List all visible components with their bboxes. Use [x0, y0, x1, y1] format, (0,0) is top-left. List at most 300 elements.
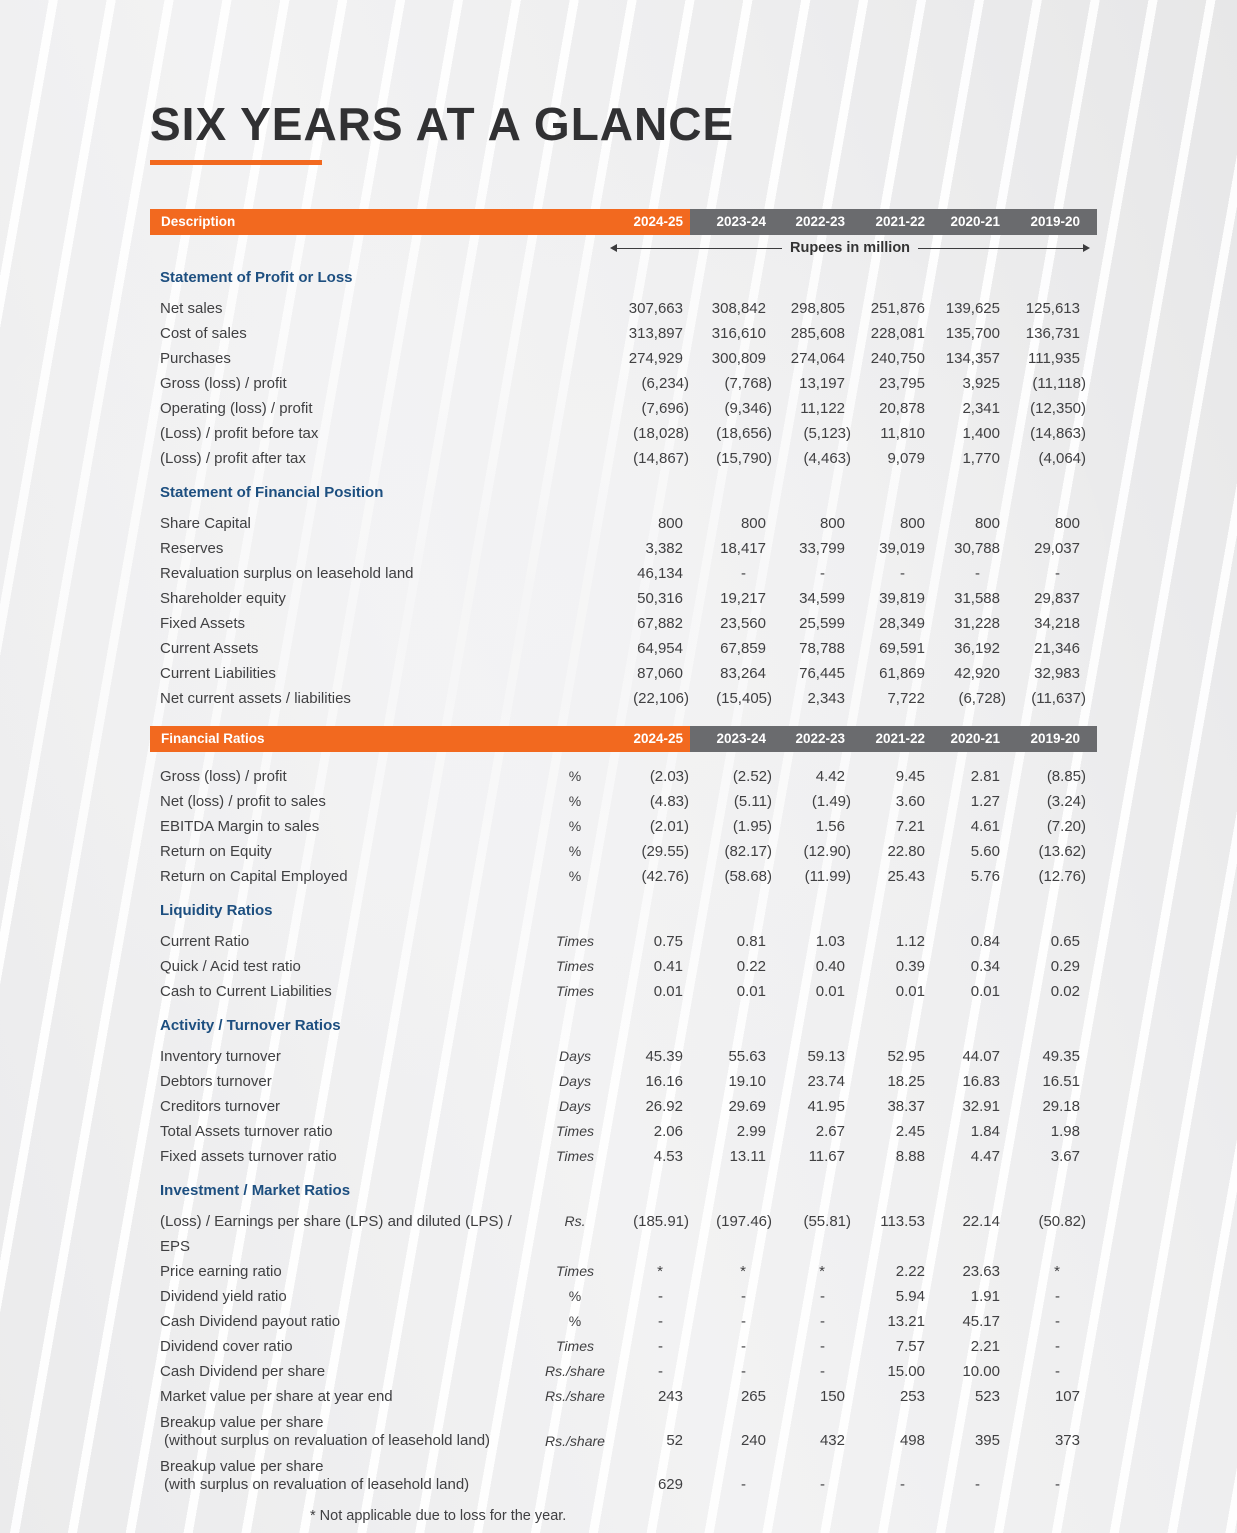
- row-unit: [540, 686, 610, 711]
- table-row: [150, 1409, 1097, 1453]
- row-label: Total Assets turnover ratio: [160, 1123, 333, 1141]
- year-header: 2023-24: [716, 731, 766, 747]
- year-header: 2019-20: [1030, 214, 1080, 230]
- row-label: (Loss) / Earnings per share (LPS) and diluted (LPS) / EPS: [160, 1213, 512, 1256]
- cell-value: -: [741, 1288, 746, 1306]
- cell-value: 67,859: [720, 640, 766, 658]
- cell-value: (5.11): [733, 793, 772, 811]
- row-unit: [540, 446, 610, 471]
- units-arrow: [610, 240, 1090, 256]
- table-row: [150, 511, 1097, 536]
- cell-value: -: [1055, 1313, 1060, 1331]
- cell-value: -: [1055, 1363, 1060, 1381]
- cell-value: 23.74: [807, 1073, 845, 1091]
- year-header: 2022-23: [795, 214, 845, 230]
- cell-value: 7.57: [895, 1338, 925, 1356]
- cell-value: 25,599: [799, 615, 845, 633]
- table-row: [150, 1259, 1097, 1284]
- cell-value: 29,037: [1034, 540, 1080, 558]
- cell-value: 0.01: [895, 983, 925, 1001]
- row-label: Return on Equity: [160, 843, 272, 861]
- cell-value: 55.63: [728, 1048, 766, 1066]
- cell-value: (12.76): [1038, 868, 1086, 886]
- row-unit: Times: [556, 958, 594, 975]
- cell-value: -: [658, 1338, 663, 1356]
- row-unit: Rs./share: [545, 1363, 605, 1380]
- cell-value: 23,795: [879, 375, 925, 393]
- cell-value: (4,064): [1038, 450, 1086, 468]
- cell-value: 38.37: [887, 1098, 925, 1116]
- cell-value: 30,788: [954, 540, 1000, 558]
- cell-value: 42,920: [954, 665, 1000, 683]
- ratios-header-bar: [150, 726, 1097, 752]
- row-label: [150, 1458, 540, 1494]
- cell-value: 0.41: [653, 958, 683, 976]
- table-row: [150, 1044, 1097, 1069]
- cell-value: 800: [1054, 515, 1080, 533]
- row-unit: [540, 511, 610, 536]
- table-row: [150, 686, 1097, 711]
- row-unit: [540, 346, 610, 371]
- row-label: Shareholder equity: [160, 590, 286, 608]
- cell-value: 0.02: [1050, 983, 1080, 1001]
- cell-value: 3,925: [962, 375, 1000, 393]
- cell-value: 313,897: [628, 325, 683, 343]
- cell-value: (8.85): [1046, 768, 1086, 786]
- row-label: Inventory turnover: [160, 1048, 281, 1066]
- row-unit: Times: [556, 1148, 594, 1165]
- cell-value: 274,929: [628, 350, 683, 368]
- cell-value: 25.43: [887, 868, 925, 886]
- cell-value: -: [658, 1363, 663, 1381]
- cell-value: 285,608: [790, 325, 845, 343]
- row-unit: Rs.: [564, 1213, 586, 1230]
- row-label: Net (loss) / profit to sales: [160, 793, 326, 811]
- cell-value: 11,122: [800, 400, 845, 418]
- row-unit: [540, 321, 610, 346]
- cell-value: 45.17: [962, 1313, 1000, 1331]
- cell-value: 0.29: [1050, 958, 1080, 976]
- right-arrow-icon: [1083, 244, 1090, 252]
- cell-value: 69,591: [879, 640, 925, 658]
- year-header: 2019-20: [1030, 731, 1080, 747]
- cell-value: 31,228: [954, 615, 1000, 633]
- table-body: [150, 269, 1097, 1497]
- cell-value: 113.53: [880, 1213, 925, 1231]
- cell-value: -: [820, 1338, 825, 1356]
- cell-value: 49.35: [1042, 1048, 1080, 1066]
- row-label: Cash Dividend per share: [160, 1363, 326, 1381]
- cell-value: 59.13: [807, 1048, 845, 1066]
- row-label: (Loss) / profit before tax: [160, 425, 319, 443]
- cell-value: 150: [819, 1388, 845, 1406]
- cell-value: -: [741, 1338, 746, 1356]
- cell-value: (2.52): [732, 768, 772, 786]
- table-row: [150, 1119, 1097, 1144]
- table-row: [150, 536, 1097, 561]
- table-row: [150, 586, 1097, 611]
- cell-value: (55.81): [803, 1213, 851, 1231]
- cell-value: 228,081: [870, 325, 925, 343]
- cell-value: 23.63: [962, 1263, 1000, 1281]
- cell-value: (4,463): [803, 450, 851, 468]
- row-unit: %: [568, 843, 582, 860]
- section-heading: Liquidity Ratios: [160, 902, 273, 920]
- cell-value: 139,625: [945, 300, 1000, 318]
- row-unit: Days: [559, 1048, 591, 1065]
- cell-value: 800: [657, 515, 683, 533]
- cell-value: 629: [657, 1476, 683, 1494]
- cell-value: (15,790): [716, 450, 772, 468]
- row-label-line2: (with surplus on revaluation of leasehold land): [164, 1476, 470, 1494]
- row-label: Gross (loss) / profit: [160, 375, 287, 393]
- row-unit: Times: [556, 983, 594, 1000]
- cell-value: (11,637): [1031, 690, 1086, 708]
- cell-value: 0.34: [970, 958, 1000, 976]
- cell-value: 800: [740, 515, 766, 533]
- row-unit: [540, 536, 610, 561]
- cell-value: 76,445: [799, 665, 845, 683]
- table-header-bar: [150, 209, 1097, 235]
- cell-value: 31,588: [954, 590, 1000, 608]
- arrow-line: [617, 248, 782, 250]
- table-row: [150, 1384, 1097, 1409]
- row-unit: [540, 636, 610, 661]
- row-label: Current Assets: [160, 640, 259, 658]
- cell-value: 300,809: [711, 350, 766, 368]
- cell-value: 11.67: [808, 1148, 845, 1166]
- cell-value: 0.75: [653, 933, 683, 951]
- row-label: Quick / Acid test ratio: [160, 958, 301, 976]
- table-row: [150, 446, 1097, 471]
- cell-value: 15.00: [887, 1363, 925, 1381]
- cell-value: *: [657, 1263, 663, 1281]
- table-row: [150, 321, 1097, 346]
- cell-value: 243: [657, 1388, 683, 1406]
- cell-value: 45.39: [645, 1048, 683, 1066]
- cell-value: (11,118): [1032, 375, 1086, 393]
- row-unit: Rs./share: [545, 1433, 605, 1450]
- cell-value: -: [658, 1288, 663, 1306]
- cell-value: 253: [899, 1388, 925, 1406]
- cell-value: 111,935: [1028, 350, 1080, 368]
- cell-value: (3.24): [1046, 793, 1086, 811]
- cell-value: 800: [974, 515, 1000, 533]
- row-unit: [540, 611, 610, 636]
- row-label: EBITDA Margin to sales: [160, 818, 320, 836]
- cell-value: -: [820, 565, 825, 583]
- cell-value: -: [975, 1476, 980, 1494]
- row-label-line1: Breakup value per share: [160, 1458, 324, 1476]
- cell-value: 44.07: [962, 1048, 1000, 1066]
- cell-value: 135,700: [945, 325, 1000, 343]
- cell-value: 29,837: [1034, 590, 1080, 608]
- cell-value: (18,656): [716, 425, 772, 443]
- cell-value: 2.99: [736, 1123, 766, 1141]
- cell-value: 1.12: [895, 933, 925, 951]
- table-row: [150, 296, 1097, 321]
- cell-value: 52.95: [887, 1048, 925, 1066]
- table-row: [150, 371, 1097, 396]
- cell-value: 4.53: [653, 1148, 683, 1166]
- row-unit: [540, 586, 610, 611]
- cell-value: 4.61: [970, 818, 1000, 836]
- row-label: Debtors turnover: [160, 1073, 272, 1091]
- cell-value: (13.62): [1038, 843, 1086, 861]
- cell-value: -: [741, 1476, 746, 1494]
- description-header: Description: [161, 214, 236, 230]
- cell-value: 1.84: [970, 1123, 1000, 1141]
- year-header: 2020-21: [950, 731, 1000, 747]
- cell-value: 4.42: [815, 768, 845, 786]
- cell-value: 307,663: [628, 300, 683, 318]
- cell-value: (29.55): [641, 843, 689, 861]
- table-row: [150, 1284, 1097, 1309]
- cell-value: 0.81: [736, 933, 766, 951]
- cell-value: 13.21: [887, 1313, 925, 1331]
- cell-value: 2.81: [970, 768, 1000, 786]
- table-row: [150, 1069, 1097, 1094]
- cell-value: 5.60: [970, 843, 1000, 861]
- cell-value: 800: [899, 515, 925, 533]
- cell-value: 33,799: [799, 540, 845, 558]
- row-label: Market value per share at year end: [160, 1388, 393, 1406]
- cell-value: 34,599: [799, 590, 845, 608]
- table-row: [150, 1144, 1097, 1169]
- row-unit: Days: [559, 1073, 591, 1090]
- cell-value: 0.40: [815, 958, 845, 976]
- cell-value: (5,123): [803, 425, 851, 443]
- cell-value: -: [900, 565, 905, 583]
- cell-value: 2,343: [807, 690, 845, 708]
- year-header: 2024-25: [633, 214, 683, 230]
- row-unit: Days: [559, 1098, 591, 1115]
- table-row: [150, 561, 1097, 586]
- row-unit: [540, 661, 610, 686]
- row-label: Dividend yield ratio: [160, 1288, 287, 1306]
- section-heading: Statement of Profit or Loss: [160, 269, 353, 287]
- ratios-header-label: Financial Ratios: [161, 731, 265, 747]
- cell-value: 298,805: [790, 300, 845, 318]
- table-row: [150, 346, 1097, 371]
- cell-value: 2.67: [815, 1123, 845, 1141]
- cell-value: 34,218: [1034, 615, 1080, 633]
- cell-value: (4.83): [649, 793, 689, 811]
- row-unit: Times: [556, 933, 594, 950]
- cell-value: (7,696): [641, 400, 689, 418]
- table-row: [150, 661, 1097, 686]
- cell-value: (7.20): [1046, 818, 1086, 836]
- cell-value: 251,876: [870, 300, 925, 318]
- cell-value: 39,819: [879, 590, 925, 608]
- row-label: Cash Dividend payout ratio: [160, 1313, 341, 1331]
- cell-value: 87,060: [637, 665, 683, 683]
- cell-value: 0.84: [970, 933, 1000, 951]
- cell-value: (1.95): [732, 818, 772, 836]
- cell-value: 1,770: [962, 450, 1000, 468]
- cell-value: (50.82): [1038, 1213, 1086, 1231]
- cell-value: -: [1055, 1476, 1060, 1494]
- cell-value: 2,341: [962, 400, 1000, 418]
- cell-value: -: [900, 1476, 905, 1494]
- row-unit: %: [568, 1288, 582, 1305]
- cell-value: 32.91: [962, 1098, 1000, 1116]
- row-label: Revaluation surplus on leasehold land: [160, 565, 414, 583]
- cell-value: (22,106): [633, 690, 689, 708]
- cell-value: (9,346): [724, 400, 772, 418]
- cell-value: 373: [1054, 1432, 1080, 1450]
- row-unit: [540, 561, 610, 586]
- cell-value: 16.51: [1042, 1073, 1080, 1091]
- row-unit: %: [568, 818, 582, 835]
- cell-value: (11.99): [804, 868, 851, 886]
- row-label: (Loss) / profit after tax: [160, 450, 306, 468]
- cell-value: (185.91): [633, 1213, 689, 1231]
- cell-value: *: [740, 1263, 746, 1281]
- cell-value: 240: [740, 1432, 766, 1450]
- table-row: [150, 611, 1097, 636]
- row-label: Share Capital: [160, 515, 251, 533]
- table-row: [150, 864, 1097, 889]
- table-row: [150, 979, 1097, 1004]
- cell-value: 67,882: [637, 615, 683, 633]
- row-label: Purchases: [160, 350, 231, 368]
- cell-value: (6,728): [958, 690, 1006, 708]
- cell-value: 1.27: [970, 793, 1000, 811]
- cell-value: 432: [819, 1432, 845, 1450]
- table-row: [150, 636, 1097, 661]
- cell-value: (42.76): [641, 868, 689, 886]
- cell-value: 29.69: [728, 1098, 766, 1116]
- row-unit: Times: [556, 1263, 594, 1280]
- table-row: [150, 1094, 1097, 1119]
- row-label: Operating (loss) / profit: [160, 400, 313, 418]
- cell-value: 0.01: [970, 983, 1000, 1001]
- section-heading: Statement of Financial Position: [160, 484, 384, 502]
- cell-value: 9,079: [887, 450, 925, 468]
- cell-value: (58.68): [724, 868, 772, 886]
- cell-value: -: [820, 1476, 825, 1494]
- cell-value: 11,810: [880, 425, 925, 443]
- cell-value: 3.67: [1050, 1148, 1080, 1166]
- table-row: [150, 764, 1097, 789]
- cell-value: 18.25: [887, 1073, 925, 1091]
- cell-value: -: [975, 565, 980, 583]
- cell-value: 29.18: [1042, 1098, 1080, 1116]
- cell-value: 2.21: [970, 1338, 1000, 1356]
- cell-value: -: [741, 1363, 746, 1381]
- cell-value: 8.88: [895, 1148, 925, 1166]
- row-label: Net current assets / liabilities: [160, 690, 351, 708]
- cell-value: 1.91: [970, 1288, 1000, 1306]
- left-arrow-icon: [610, 244, 617, 252]
- row-label: Current Ratio: [160, 933, 250, 951]
- cell-value: 64,954: [637, 640, 683, 658]
- row-label: Fixed assets turnover ratio: [160, 1148, 337, 1166]
- footnote: * Not applicable due to loss for the year.: [310, 1508, 567, 1525]
- cell-value: (18,028): [633, 425, 689, 443]
- cell-value: 9.45: [895, 768, 925, 786]
- cell-value: (15,405): [716, 690, 772, 708]
- cell-value: 498: [899, 1432, 925, 1450]
- row-unit: %: [568, 1313, 582, 1330]
- cell-value: 26.92: [645, 1098, 683, 1116]
- cell-value: -: [1055, 1288, 1060, 1306]
- cell-value: 19,217: [720, 590, 766, 608]
- cell-value: 395: [974, 1432, 1000, 1450]
- cell-value: 265: [740, 1388, 766, 1406]
- cell-value: 0.65: [1050, 933, 1080, 951]
- table-row: [150, 839, 1097, 864]
- cell-value: 21,346: [1034, 640, 1080, 658]
- row-unit: Times: [556, 1338, 594, 1355]
- table-row: [150, 929, 1097, 954]
- year-header: 2022-23: [795, 731, 845, 747]
- cell-value: 0.22: [736, 958, 766, 976]
- row-label: Reserves: [160, 540, 224, 558]
- cell-value: 523: [974, 1388, 1000, 1406]
- cell-value: 134,357: [945, 350, 1000, 368]
- cell-value: (14,863): [1030, 425, 1086, 443]
- row-unit: [540, 421, 610, 446]
- cell-value: 39,019: [879, 540, 925, 558]
- cell-value: (2.01): [649, 818, 689, 836]
- year-header: 2021-22: [875, 731, 925, 747]
- cell-value: (1.49): [811, 793, 851, 811]
- section-heading: Investment / Market Ratios: [160, 1182, 351, 1200]
- year-header: 2020-21: [950, 214, 1000, 230]
- year-header: 2021-22: [875, 214, 925, 230]
- units-note: Rupees in million: [789, 240, 911, 257]
- row-unit: [540, 396, 610, 421]
- row-label-line1: Breakup value per share: [160, 1414, 324, 1432]
- cell-value: -: [741, 1313, 746, 1331]
- row-label: Net sales: [160, 300, 223, 318]
- row-label: Gross (loss) / profit: [160, 768, 287, 786]
- cell-value: 316,610: [711, 325, 766, 343]
- title-underline: [150, 160, 322, 165]
- section-heading: Activity / Turnover Ratios: [160, 1017, 341, 1035]
- cell-value: 5.94: [895, 1288, 925, 1306]
- cell-value: 2.22: [895, 1263, 925, 1281]
- row-label: Dividend cover ratio: [160, 1338, 293, 1356]
- row-unit: %: [568, 868, 582, 885]
- cell-value: 10.00: [962, 1363, 1000, 1381]
- cell-value: 274,064: [790, 350, 845, 368]
- cell-value: 50,316: [637, 590, 683, 608]
- cell-value: 61,869: [879, 665, 925, 683]
- cell-value: 2.45: [895, 1123, 925, 1141]
- cell-value: 308,842: [711, 300, 766, 318]
- table-row: [150, 1359, 1097, 1384]
- cell-value: -: [820, 1288, 825, 1306]
- cell-value: 125,613: [1025, 300, 1080, 318]
- arrow-line: [918, 248, 1083, 250]
- cell-value: (7,768): [724, 375, 772, 393]
- row-unit: [540, 296, 610, 321]
- row-label: [150, 1414, 540, 1450]
- cell-value: 1.56: [815, 818, 845, 836]
- row-label: Creditors turnover: [160, 1098, 281, 1116]
- cell-value: (197.46): [716, 1213, 772, 1231]
- cell-value: 1,400: [962, 425, 1000, 443]
- cell-value: 3,382: [645, 540, 683, 558]
- cell-value: 36,192: [954, 640, 1000, 658]
- cell-value: 22.14: [962, 1213, 1000, 1231]
- row-unit: [540, 371, 610, 396]
- cell-value: (82.17): [724, 843, 772, 861]
- row-label: Current Liabilities: [160, 665, 276, 683]
